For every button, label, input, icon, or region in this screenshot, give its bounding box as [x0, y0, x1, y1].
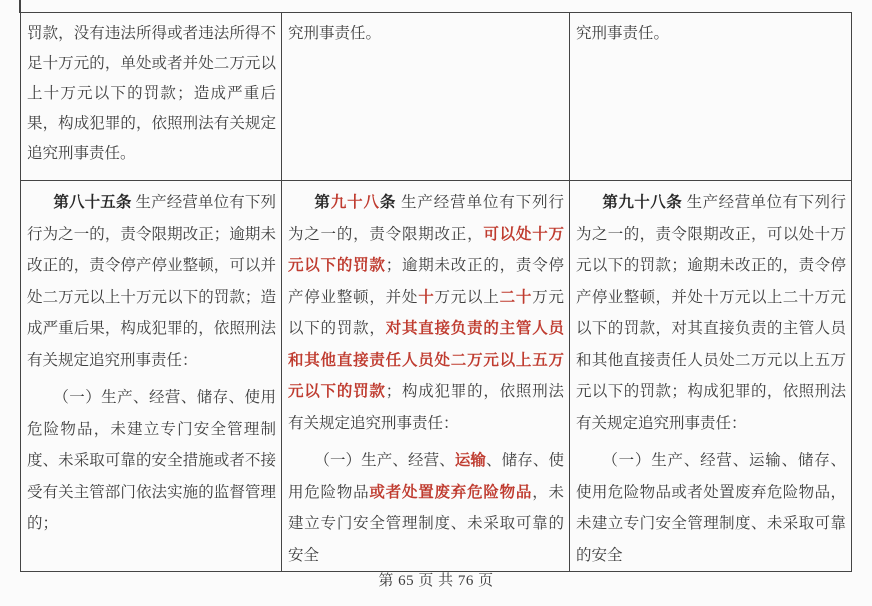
- table-cell: [21, 181, 282, 572]
- table-cell: [21, 13, 282, 181]
- revised-text-segment: 或者处置废弃危险物品: [369, 483, 533, 501]
- paragraph: [576, 445, 846, 571]
- revised-text-segment: 九十八: [330, 194, 380, 211]
- revised-text-segment: 运输: [454, 452, 487, 469]
- text-segment: ；构成犯罪的，依照刑法有关规定追究刑事责任：: [288, 383, 564, 432]
- paragraph: [576, 19, 846, 49]
- text-segment: （一）生产、经营、运输、储存、使用危险物品或者处置废弃危险物品，未建立专门安全管理制度、未采取可靠的安全: [576, 452, 846, 564]
- text-segment: 第八十五条: [53, 194, 132, 211]
- revised-text-segment: 可以处十万元以下的罚款: [288, 225, 564, 274]
- text-segment: 生产经营单位有下列行为之一的，责令限期改正，可以处十万元以下的罚款；逾期未改正的，责令停产停业整顿，并处十万元以上二十万元以下的罚款，对其直接负责的主管人员和其他直接责任人员处二万元以上五万元以下的罚款；构成犯罪的，依照刑法有关规定追究刑事责任：: [576, 194, 846, 432]
- text-segment: 究刑事责任。: [576, 25, 670, 42]
- page-number: 第 65 页 共 76 页: [378, 573, 494, 589]
- paragraph: [288, 187, 564, 439]
- revised-text-segment: 十: [418, 288, 435, 306]
- text-segment: 生产经营单位有下列行为之一的，责令限期改正；逾期未改正的，责令停产停业整顿，可以并处二万元以上十万元以下的罚款；造成严重后果，构成犯罪的，依照刑法有关规定追究刑事责任：: [27, 194, 276, 369]
- table-cell: [570, 181, 852, 572]
- text-segment: 第: [314, 194, 331, 211]
- text-segment: 万元以上: [434, 288, 500, 306]
- table-cell: [282, 181, 570, 572]
- paragraph: [576, 187, 846, 439]
- table-row: [21, 13, 852, 181]
- text-segment: （一）生产、经营、储存、使用危险物品，未建立专门安全管理制度、未采取可靠的安全措施或者不接受有关主管部门依法实施的监督管理的；: [27, 389, 276, 532]
- text-segment: ，未建立专门安全管理制度、未采取可靠的安全: [288, 483, 564, 564]
- paragraph: [27, 19, 276, 169]
- text-segment: 、储存、使用危险物品: [288, 452, 564, 501]
- text-segment: 罚款，没有违法所得或者违法所得不足十万元的，单处或者并处二万元以上十万元以下的罚款；造成严重后果，构成犯罪的，依照刑法有关规定追究刑事责任。: [27, 25, 276, 162]
- comparison-table-body: [21, 13, 852, 572]
- text-segment: ；逾期未改正的，责令停产停业整顿，并处: [288, 257, 564, 306]
- paragraph: [288, 19, 564, 49]
- table-row: [21, 181, 852, 572]
- comparison-table: [20, 12, 852, 572]
- text-segment: 第九十八条: [602, 194, 683, 211]
- paragraph: [288, 445, 564, 571]
- table-cell: [570, 13, 852, 181]
- text-segment: （一）生产、经营、: [314, 452, 455, 469]
- text-segment: 万元以下的罚款，: [288, 288, 564, 337]
- text-segment: 究刑事责任。: [288, 25, 382, 42]
- table-cell: [282, 13, 570, 181]
- text-segment: 生产经营单位有下列行为之一的，责令限期改正，: [288, 194, 564, 243]
- text-segment: 条: [379, 194, 397, 211]
- paragraph: [27, 382, 276, 540]
- revised-text-segment: 对其直接负责的主管人员和其他直接责任人员处二万元以上五万元以下的罚款: [288, 320, 564, 400]
- revised-text-segment: 二十: [499, 288, 533, 306]
- paragraph: [27, 187, 276, 376]
